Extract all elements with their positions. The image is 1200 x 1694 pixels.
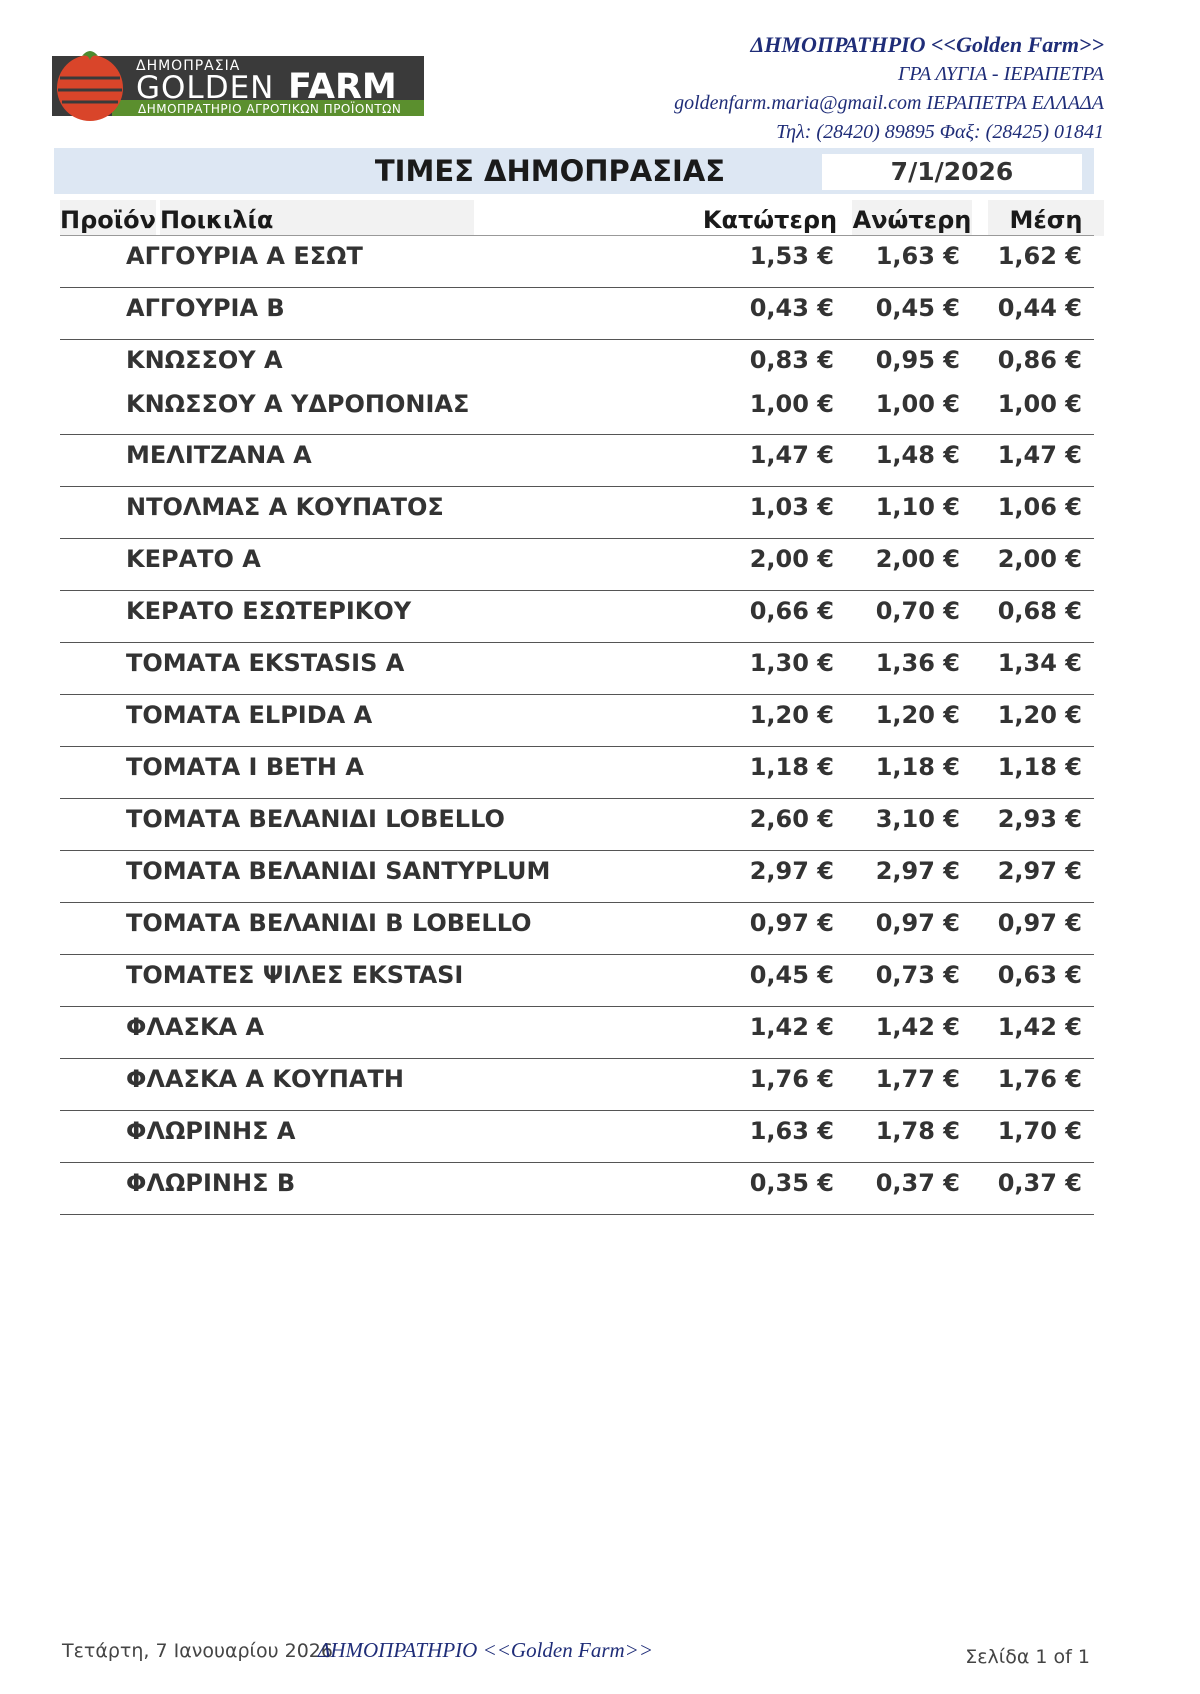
table-row [60, 435, 1094, 487]
table-row [60, 955, 1094, 1007]
price-item [60, 384, 1094, 424]
avg-price: 0,68 € [997, 597, 1082, 625]
price-item [60, 955, 1094, 995]
table-row [60, 695, 1094, 747]
price-item [60, 539, 1094, 579]
table-row [60, 288, 1094, 340]
high-price: 0,45 € [875, 294, 960, 322]
avg-price: 1,20 € [997, 701, 1082, 729]
high-price: 2,00 € [875, 545, 960, 573]
high-price: 0,97 € [875, 909, 960, 937]
table-row [60, 539, 1094, 591]
logo-golden-text: GOLDEN [136, 70, 275, 106]
logo-farm-text: FARM [288, 67, 397, 107]
high-price: 1,78 € [875, 1117, 960, 1145]
product-name: ΤΟΜΑΤΑ EKSTASIS A [126, 649, 405, 677]
product-name: ΑΓΓΟΥΡΙΑ Α ΕΣΩΤ [126, 242, 363, 270]
company-location: ΓΡΑ ΛΥΓΙΑ - ΙΕΡΑΠΕΤΡΑ [897, 63, 1104, 85]
table-row [60, 236, 1094, 288]
company-name: ΔΗΜΟΠΡΑΤΗΡΙΟ <<Golden Farm>> [750, 32, 1104, 57]
low-price: 0,35 € [749, 1169, 834, 1197]
price-item [60, 799, 1094, 839]
avg-price: 2,00 € [997, 545, 1082, 573]
low-price: 1,76 € [749, 1065, 834, 1093]
avg-price: 1,18 € [997, 753, 1082, 781]
product-name: ΦΛΩΡΙΝΗΣ Α [126, 1117, 296, 1145]
tomato-icon [57, 55, 123, 121]
page-title: ΤΙΜΕΣ ΔΗΜΟΠΡΑΣΙΑΣ [374, 154, 726, 188]
table-row [60, 487, 1094, 539]
price-item [60, 695, 1094, 735]
low-price: 1,30 € [749, 649, 834, 677]
high-price: 1,42 € [875, 1013, 960, 1041]
product-name: ΜΕΛΙΤΖΑΝΑ Α [126, 441, 312, 469]
column-header-variety: Ποικιλία [160, 200, 474, 236]
column-header-high: Ανώτερη [852, 200, 972, 236]
avg-price: 0,37 € [997, 1169, 1082, 1197]
table-row [60, 1007, 1094, 1059]
low-price: 1,42 € [749, 1013, 834, 1041]
price-item [60, 1007, 1094, 1047]
table-row [60, 591, 1094, 643]
low-price: 1,63 € [749, 1117, 834, 1145]
low-price: 0,97 € [749, 909, 834, 937]
avg-price: 2,97 € [997, 857, 1082, 885]
high-price: 1,20 € [875, 701, 960, 729]
table-row [60, 643, 1094, 695]
product-name: ΤΟΜΑΤΑ I BETH A [126, 753, 364, 781]
low-price: 1,00 € [749, 390, 834, 418]
low-price: 1,47 € [749, 441, 834, 469]
low-price: 1,53 € [749, 242, 834, 270]
table-row [60, 799, 1094, 851]
logo-subtitle: ΔΗΜΟΠΡΑΤΗΡΙΟ ΑΓΡΟΤΙΚΩΝ ΠΡΟΪΟΝΤΩΝ [138, 102, 402, 116]
price-item [60, 236, 1094, 276]
logo-small-text: ΔΗΜΟΠΡΑΣΙΑ [136, 58, 241, 74]
product-name: ΤΟΜΑΤΑ ΒΕΛΑΝΙΔΙ LOBELLO [126, 805, 505, 833]
avg-price: 1,47 € [997, 441, 1082, 469]
avg-price: 1,62 € [997, 242, 1082, 270]
column-header-low: Κατώτερη [702, 206, 838, 234]
low-price: 0,45 € [749, 961, 834, 989]
table-row [60, 903, 1094, 955]
product-name: ΚΕΡΑΤΟ ΕΣΩΤΕΡΙΚΟΥ [126, 597, 412, 625]
price-item [60, 487, 1094, 527]
product-name: ΤΟΜΑΤΑ ELPIDA A [126, 701, 373, 729]
table-row [60, 340, 1094, 435]
high-price: 2,97 € [875, 857, 960, 885]
column-header-avg: Μέση [988, 200, 1104, 236]
avg-price: 1,76 € [997, 1065, 1082, 1093]
product-name: ΝΤΟΛΜΑΣ Α ΚΟΥΠΑΤΟΣ [126, 493, 444, 521]
high-price: 1,36 € [875, 649, 960, 677]
product-name: ΤΟΜΑΤΑ ΒΕΛΑΝΙΔΙ Β LOBELLO [126, 909, 532, 937]
price-item [60, 340, 1094, 380]
high-price: 1,77 € [875, 1065, 960, 1093]
avg-price: 0,44 € [997, 294, 1082, 322]
low-price: 2,97 € [749, 857, 834, 885]
low-price: 2,60 € [749, 805, 834, 833]
high-price: 0,73 € [875, 961, 960, 989]
product-name: ΦΛΩΡΙΝΗΣ Β [126, 1169, 296, 1197]
company-phone-fax: Τηλ: (28420) 89895 Φαξ: (28425) 01841 [776, 121, 1104, 143]
low-price: 0,83 € [749, 346, 834, 374]
avg-price: 2,93 € [997, 805, 1082, 833]
low-price: 1,03 € [749, 493, 834, 521]
high-price: 3,10 € [875, 805, 960, 833]
low-price: 0,66 € [749, 597, 834, 625]
table-row [60, 1059, 1094, 1111]
avg-price: 1,00 € [997, 390, 1082, 418]
avg-price: 1,70 € [997, 1117, 1082, 1145]
high-price: 1,48 € [875, 441, 960, 469]
price-table [60, 236, 1094, 1215]
table-row [60, 747, 1094, 799]
price-item [60, 591, 1094, 631]
high-price: 1,00 € [875, 390, 960, 418]
product-name: ΑΓΓΟΥΡΙΑ Β [126, 294, 285, 322]
price-item [60, 435, 1094, 475]
low-price: 1,18 € [749, 753, 834, 781]
high-price: 1,10 € [875, 493, 960, 521]
avg-price: 1,42 € [997, 1013, 1082, 1041]
price-item [60, 903, 1094, 943]
auction-date: 7/1/2026 [822, 154, 1082, 190]
footer-page-number: Σελίδα 1 of 1 [965, 1646, 1090, 1668]
company-email-city: goldenfarm.maria@gmail.com ΙΕΡΑΠΕΤΡΑ ΕΛΛΑΔΑ [674, 92, 1104, 114]
table-row [60, 1111, 1094, 1163]
product-name: ΚΝΩΣΣΟΥ Α ΥΔΡΟΠΟΝΙΑΣ [126, 390, 470, 418]
golden-farm-logo [52, 48, 424, 124]
low-price: 0,43 € [749, 294, 834, 322]
price-item [60, 851, 1094, 891]
product-name: ΤΟΜΑΤΕΣ ΨΙΛΕΣ EKSTASI [126, 961, 464, 989]
price-item [60, 1163, 1094, 1203]
product-name: ΚΕΡΑΤΟ Α [126, 545, 261, 573]
high-price: 0,95 € [875, 346, 960, 374]
high-price: 1,63 € [875, 242, 960, 270]
table-row [60, 851, 1094, 903]
price-item [60, 643, 1094, 683]
product-name: ΚΝΩΣΣΟΥ Α [126, 346, 283, 374]
low-price: 1,20 € [749, 701, 834, 729]
avg-price: 0,86 € [997, 346, 1082, 374]
price-item [60, 1111, 1094, 1151]
product-name: ΦΛΑΣΚΑ Α [126, 1013, 265, 1041]
table-row [60, 1163, 1094, 1215]
column-header-product: Προϊόν [60, 200, 156, 236]
product-name: ΦΛΑΣΚΑ Α ΚΟΥΠΑΤΗ [126, 1065, 404, 1093]
avg-price: 0,63 € [997, 961, 1082, 989]
price-item [60, 1059, 1094, 1099]
avg-price: 1,34 € [997, 649, 1082, 677]
high-price: 0,70 € [875, 597, 960, 625]
avg-price: 1,06 € [997, 493, 1082, 521]
high-price: 1,18 € [875, 753, 960, 781]
price-item [60, 288, 1094, 328]
avg-price: 0,97 € [997, 909, 1082, 937]
low-price: 2,00 € [749, 545, 834, 573]
footer-date: Τετάρτη, 7 Ιανουαρίου 2026 [62, 1640, 333, 1662]
footer-company: ΔΗΜΟΠΡΑΤΗΡΙΟ <<Golden Farm>> [318, 1638, 654, 1662]
price-item [60, 747, 1094, 787]
product-name: ΤΟΜΑΤΑ ΒΕΛΑΝΙΔΙ SANTYPLUM [126, 857, 551, 885]
company-info [674, 30, 1104, 147]
high-price: 0,37 € [875, 1169, 960, 1197]
